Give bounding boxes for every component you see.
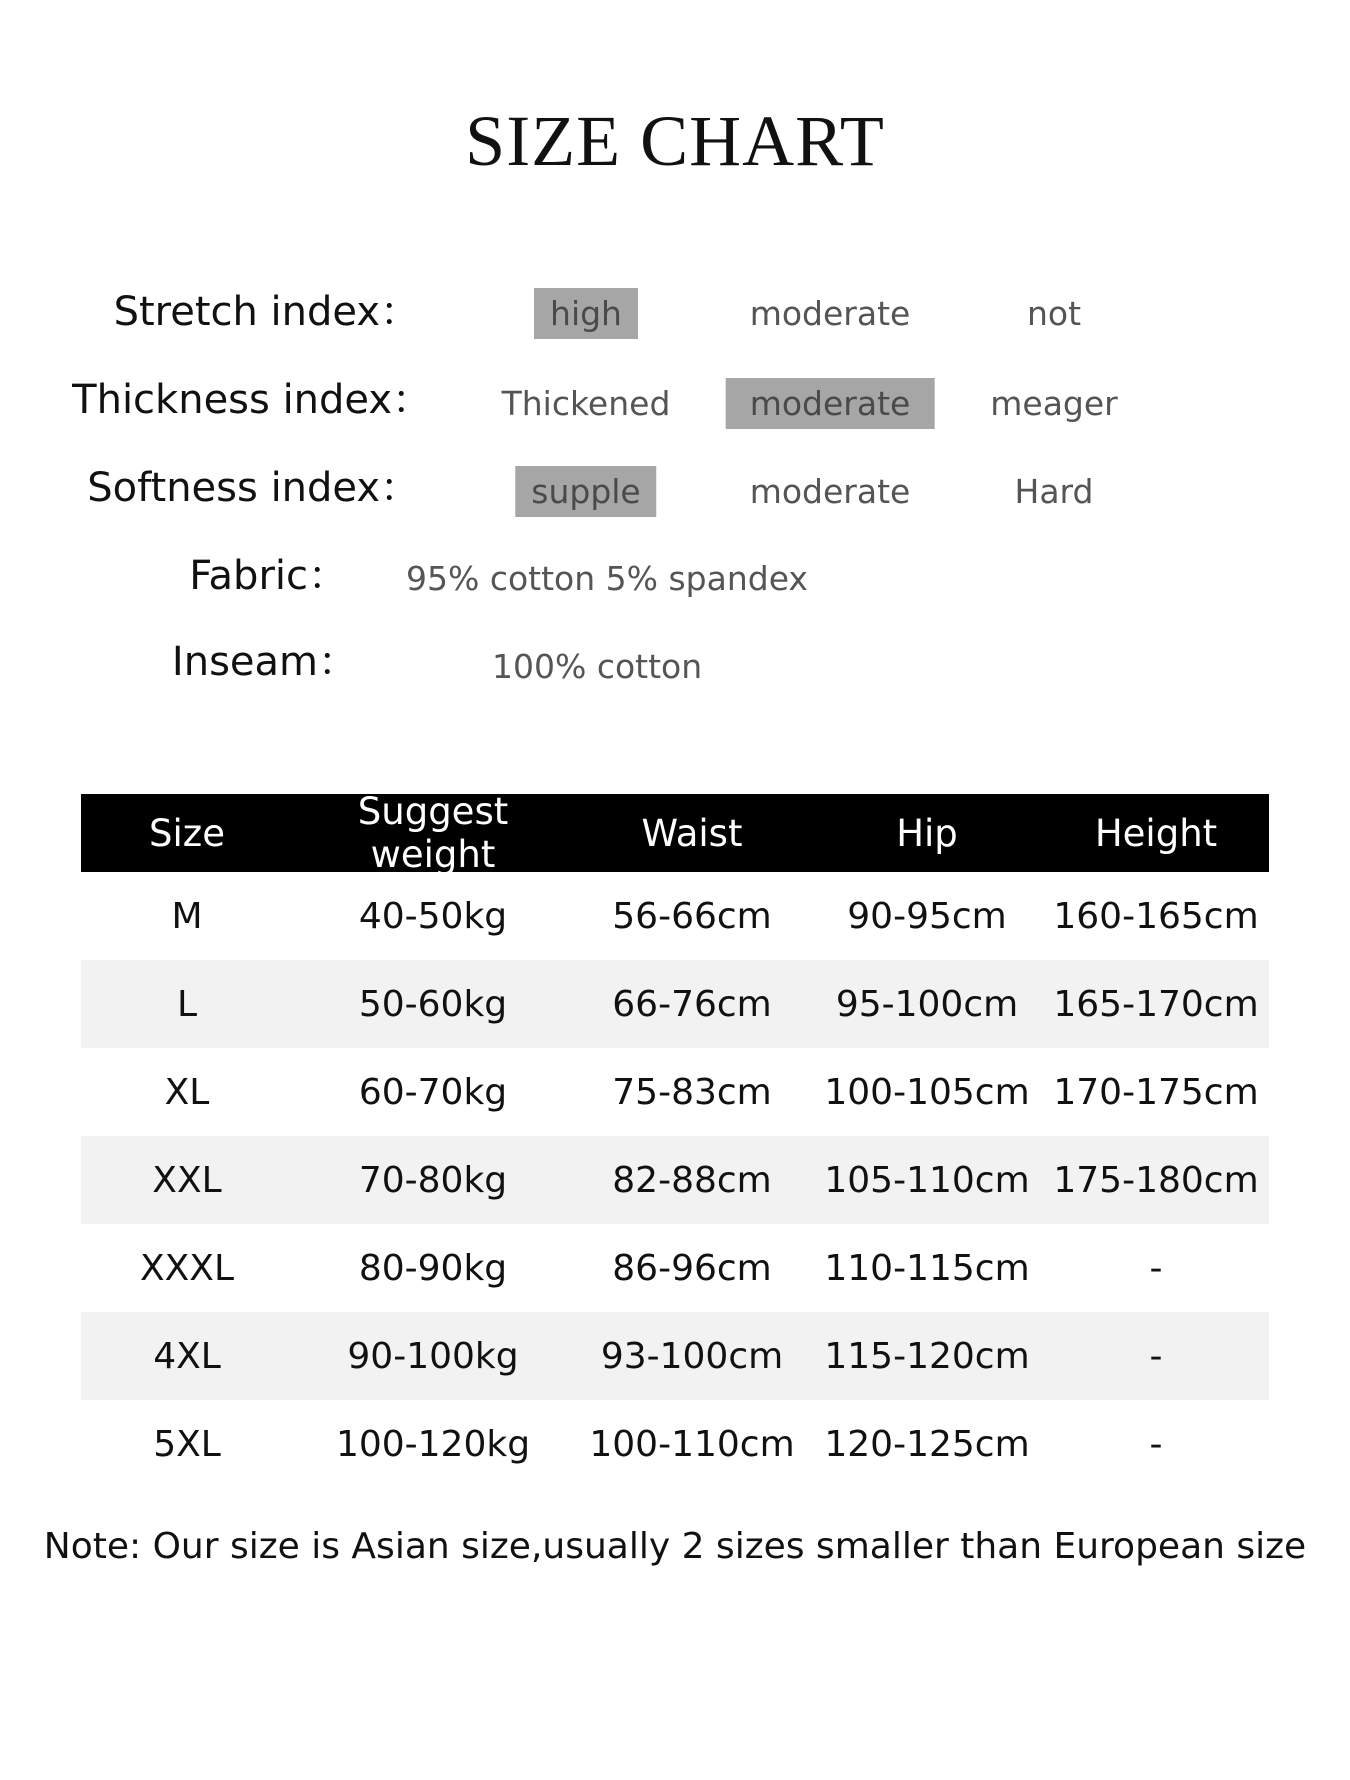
cell-hip: 95-100cm xyxy=(835,983,1019,1025)
cell-waist: 100-110cm xyxy=(589,1423,795,1465)
cell-weight: 70-80kg xyxy=(358,1159,508,1201)
table-header-row xyxy=(81,790,1269,876)
page-title: SIZE CHART xyxy=(465,101,885,181)
fabric-value: 95% cotton 5% spandex xyxy=(406,559,808,598)
cell-weight: 40-50kg xyxy=(358,895,508,937)
stretch-option-high: high xyxy=(534,288,638,339)
softness-option-supple: supple xyxy=(515,466,656,517)
cell-hip: 115-120cm xyxy=(824,1335,1030,1377)
header-height: Height xyxy=(1094,811,1218,855)
cell-size: XXL xyxy=(152,1159,222,1201)
cell-waist: 56-66cm xyxy=(612,895,772,937)
cell-height: 175-180cm xyxy=(1053,1159,1259,1201)
table-row xyxy=(81,872,1269,960)
cell-weight: 60-70kg xyxy=(358,1071,508,1113)
cell-hip: 100-105cm xyxy=(824,1071,1030,1113)
softness-option-moderate: moderate xyxy=(749,472,911,511)
thickness-option-thickened: Thickened xyxy=(501,384,671,423)
cell-size: M xyxy=(171,895,203,937)
header-size: Size xyxy=(149,811,225,855)
fabric-label: Fabric： xyxy=(189,553,348,599)
cell-hip: 90-95cm xyxy=(847,895,1007,937)
cell-height: 160-165cm xyxy=(1053,895,1259,937)
table-row xyxy=(81,960,1269,1048)
table-row xyxy=(81,1136,1269,1224)
cell-weight: 90-100kg xyxy=(347,1335,519,1377)
cell-height: - xyxy=(1149,1247,1163,1289)
table-row xyxy=(81,1312,1269,1400)
softness-index-label: Softness index： xyxy=(87,465,420,511)
cell-size: XXXL xyxy=(139,1247,235,1289)
cell-height: - xyxy=(1149,1335,1163,1377)
cell-weight: 100-120kg xyxy=(335,1423,531,1465)
table-row xyxy=(81,1224,1269,1312)
header-hip: Hip xyxy=(896,811,958,855)
cell-weight: 80-90kg xyxy=(358,1247,508,1289)
cell-size: 5XL xyxy=(153,1423,221,1465)
cell-height: - xyxy=(1149,1423,1163,1465)
inseam-value: 100% cotton xyxy=(492,647,703,686)
softness-option-hard: Hard xyxy=(1014,472,1094,511)
thickness-index-label: Thickness index： xyxy=(72,377,432,423)
cell-waist: 66-76cm xyxy=(612,983,772,1025)
cell-waist: 82-88cm xyxy=(612,1159,772,1201)
table-row xyxy=(81,1048,1269,1136)
size-note: Note: Our size is Asian size,usually 2 sizes smaller than European size xyxy=(43,1526,1307,1567)
inseam-label: Inseam： xyxy=(171,639,358,685)
cell-height: 165-170cm xyxy=(1053,983,1259,1025)
thickness-option-moderate: moderate xyxy=(726,378,935,429)
cell-hip: 120-125cm xyxy=(824,1423,1030,1465)
header-suggest-weight: Suggest weight xyxy=(357,790,509,876)
cell-size: XL xyxy=(164,1071,210,1113)
table-row xyxy=(81,1400,1269,1488)
cell-waist: 86-96cm xyxy=(612,1247,772,1289)
stretch-option-not: not xyxy=(1026,294,1082,333)
header-waist: Waist xyxy=(641,811,743,855)
cell-size: L xyxy=(176,983,198,1025)
cell-hip: 105-110cm xyxy=(824,1159,1030,1201)
cell-weight: 50-60kg xyxy=(358,983,508,1025)
size-table xyxy=(81,790,1269,1488)
stretch-option-moderate: moderate xyxy=(749,294,911,333)
stretch-index-label: Stretch index： xyxy=(113,289,420,335)
cell-size: 4XL xyxy=(153,1335,221,1377)
cell-waist: 75-83cm xyxy=(612,1071,772,1113)
thickness-option-meager: meager xyxy=(990,384,1118,423)
cell-height: 170-175cm xyxy=(1053,1071,1259,1113)
cell-hip: 110-115cm xyxy=(824,1247,1030,1289)
cell-waist: 93-100cm xyxy=(600,1335,784,1377)
